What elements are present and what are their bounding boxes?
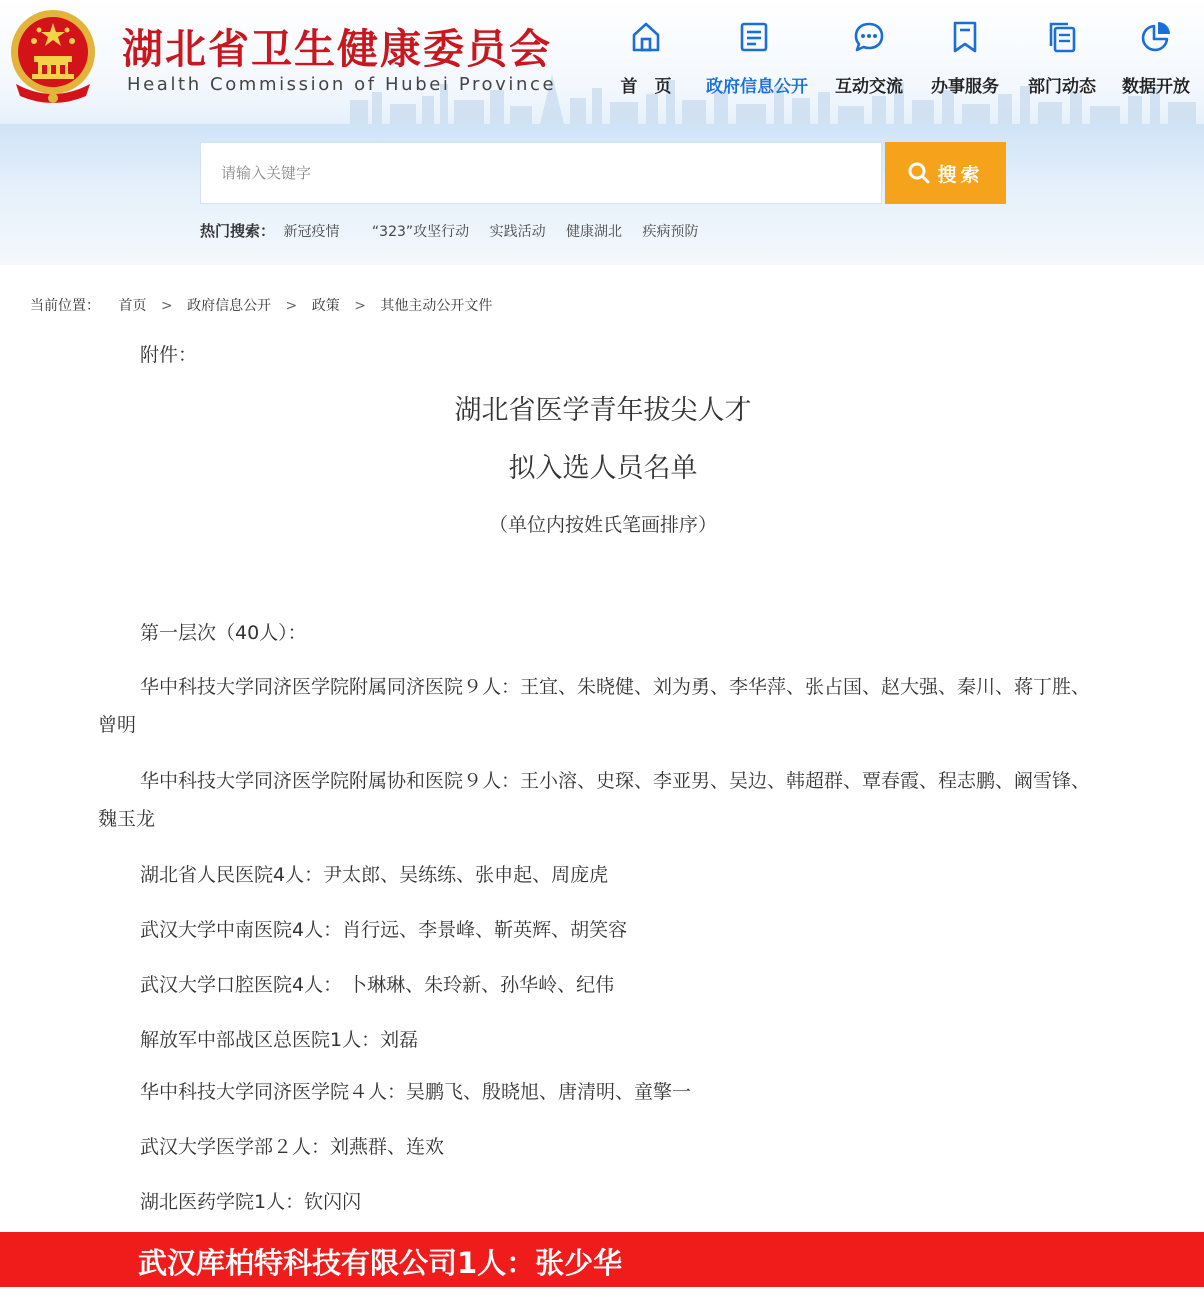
nav-label-dept-news: 部门动态 [1028, 77, 1096, 97]
list-item: 华中科技大学同济医学院附属同济医院９人：王宜、朱晓健、刘为勇、李华萍、张占国、赵大强、秦川、蒋丁胜、曾明 [98, 676, 1091, 736]
hot-search-link[interactable]: 健康湖北 [566, 224, 623, 240]
nav-item-gov-info[interactable] [706, 18, 808, 102]
highlight-banner [0, 1232, 1204, 1287]
national-emblem-icon [6, 6, 100, 106]
list-item: 武汉大学中南医院4人：肖行远、李景峰、靳英辉、胡笑容 [140, 919, 628, 941]
breadcrumb-label: 当前位置： [30, 298, 100, 314]
search-input[interactable] [200, 142, 882, 204]
home-icon [631, 20, 661, 54]
search-section [0, 124, 1204, 265]
hot-search-link[interactable]: 实践活动 [489, 224, 546, 240]
sort-note: （单位内按姓氏笔画排序） [488, 514, 717, 536]
tier-heading: 第一层次（40人）： [140, 622, 307, 644]
breadcrumb-item-gov-info[interactable]: 政府信息公开 [187, 298, 272, 314]
hot-search-link[interactable]: “323”攻坚行动 [371, 224, 470, 240]
nav-label-home: 首 页 [620, 77, 672, 97]
nav-label-open-data: 数据开放 [1122, 77, 1190, 97]
copy-document-icon [1047, 20, 1077, 54]
nav-item-home[interactable] [598, 18, 694, 102]
site-title: 湖北省卫生健康委员会 [122, 25, 552, 73]
highlight-banner-text: 武汉库柏特科技有限公司1人：张少华 [138, 1246, 623, 1280]
list-item: 湖北省人民医院4人：尹太郎、吴练练、张申起、周庞虎 [140, 864, 609, 886]
breadcrumb-item-other-files[interactable]: 其他主动公开文件 [380, 298, 493, 314]
list-item: 湖北医药学院1人：钦闪闪 [140, 1191, 362, 1213]
hot-search-link[interactable]: 疾病预防 [642, 224, 699, 240]
document-title-line1: 湖北省医学青年拔尖人才 [454, 395, 752, 426]
site-header [0, 0, 1204, 124]
breadcrumb-separator: > [160, 298, 173, 314]
nav-item-interaction[interactable] [821, 18, 917, 102]
list-item: 华中科技大学同济医学院４人：吴鹏飞、殷晓旭、唐清明、童擎一 [140, 1081, 692, 1103]
nav-label-gov-info: 政府信息公开 [706, 77, 808, 97]
search-button-label: 搜索 [937, 163, 984, 186]
article-content [98, 336, 1108, 1232]
list-item: 武汉大学医学部２人：刘燕群、连欢 [140, 1136, 445, 1158]
pie-chart-icon [1141, 20, 1171, 54]
bookmark-icon [950, 20, 980, 54]
list-item: 华中科技大学同济医学院附属协和医院９人：王小溶、史琛、李亚男、吴边、韩超群、覃春霞、程志鹏、阚雪锋、魏玉龙 [98, 770, 1091, 830]
site-subtitle: Health Commission of Hubei Province [127, 74, 557, 95]
nav-item-services[interactable] [917, 18, 1013, 102]
breadcrumb-item-policy[interactable]: 政策 [311, 298, 340, 314]
search-button[interactable] [885, 142, 1006, 204]
document-title-line2: 拟入选人员名单 [508, 453, 698, 484]
hot-search-label: 热门搜索： [200, 222, 276, 240]
nav-item-dept-news[interactable] [1014, 18, 1110, 102]
search-icon [907, 161, 931, 185]
chat-bubble-icon [854, 20, 884, 54]
attachment-label: 附件： [140, 344, 198, 366]
nav-label-interaction: 互动交流 [835, 77, 903, 97]
list-item: 武汉大学口腔医院4人： 卜琳琳、朱玲新、孙华岭、纪伟 [140, 974, 615, 996]
hot-search-row [200, 220, 699, 244]
breadcrumb-item-home[interactable]: 首页 [118, 298, 147, 314]
hot-search-link[interactable]: 新冠疫情 [283, 224, 340, 240]
list-item: 解放军中部战区总医院1人：刘磊 [140, 1029, 419, 1051]
nav-label-services: 办事服务 [931, 77, 999, 97]
main-nav [598, 18, 1204, 102]
breadcrumb [30, 295, 492, 317]
document-list-icon [739, 20, 769, 54]
breadcrumb-separator: > [285, 298, 298, 314]
nav-item-open-data[interactable] [1108, 18, 1204, 102]
breadcrumb-separator: > [354, 298, 366, 314]
